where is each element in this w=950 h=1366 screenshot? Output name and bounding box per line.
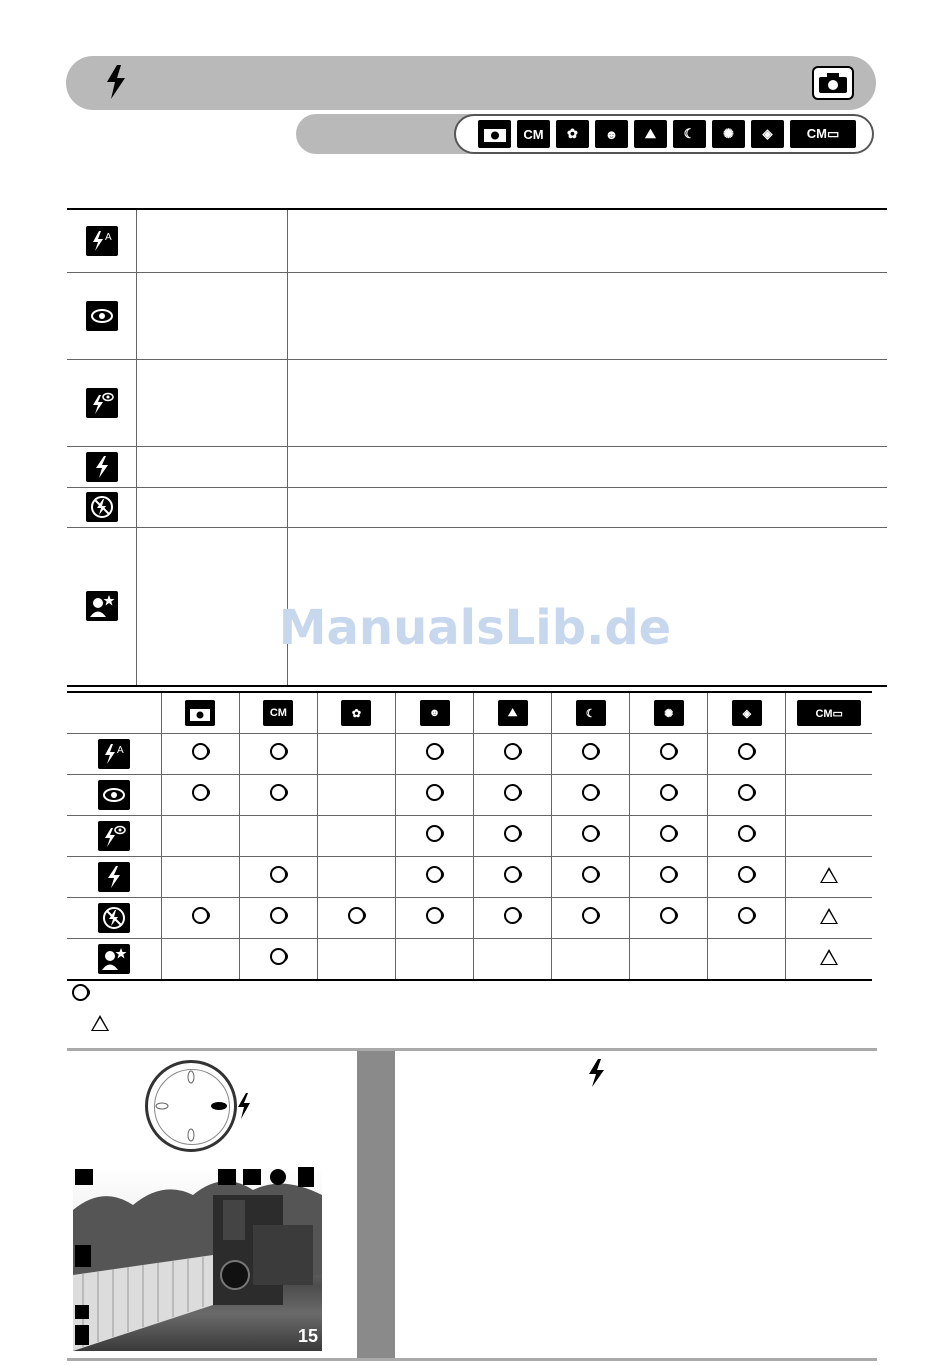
available-symbol	[504, 743, 521, 760]
control-dial	[145, 1060, 237, 1152]
flash-on-icon	[98, 862, 130, 892]
step-flash-icon	[586, 1058, 606, 1088]
landscape-icon: ⛰	[498, 700, 528, 726]
matrix-row	[67, 898, 872, 939]
available-symbol	[504, 784, 521, 801]
available-symbol	[738, 907, 755, 924]
matrix-row	[67, 816, 872, 857]
available-symbol	[582, 743, 599, 760]
available-symbol	[270, 743, 287, 760]
available-symbol	[192, 784, 209, 801]
section-divider-top	[67, 1048, 877, 1051]
matrix-header-row	[67, 692, 872, 734]
flash-off-icon	[86, 492, 118, 522]
flash-row-off	[67, 487, 887, 527]
fireworks-icon: ✺	[654, 700, 684, 726]
available-symbol	[504, 866, 521, 883]
flash-off-icon	[98, 903, 130, 933]
limited-symbol	[820, 908, 838, 924]
available-symbol	[426, 866, 443, 883]
available-symbol	[426, 743, 443, 760]
landscape-icon: ⛰	[634, 120, 667, 148]
red-eye-icon	[98, 780, 130, 810]
flash-icon	[104, 64, 128, 100]
available-symbol	[348, 907, 365, 924]
limited-symbol	[820, 867, 838, 883]
svg-text:A: A	[104, 231, 112, 243]
available-symbol	[426, 825, 443, 842]
slow-sync-icon	[98, 944, 130, 974]
night-scene-icon: ☾	[576, 700, 606, 726]
macro-icon: ✿	[341, 700, 371, 726]
available-symbol	[504, 825, 521, 842]
portrait-icon: ☻	[595, 120, 628, 148]
watermark: ManualsLib.de	[278, 600, 672, 656]
svg-text:A: A	[116, 745, 124, 756]
flash-row-auto-red-eye	[67, 359, 887, 446]
available-symbol	[270, 784, 287, 801]
section-divider-bottom	[67, 1358, 877, 1361]
auto-camera-icon	[185, 700, 215, 726]
matrix-row	[67, 775, 872, 816]
manual-icon: CM	[517, 120, 550, 148]
auto-flash-icon	[98, 739, 130, 769]
dial-markers	[148, 1063, 234, 1149]
matrix-row	[67, 857, 872, 898]
auto-red-eye-flash-icon	[86, 388, 118, 418]
legend-available-symbol	[72, 984, 89, 1001]
available-symbol	[192, 907, 209, 924]
flash-availability-matrix	[67, 691, 872, 981]
underwater-icon: ◈	[732, 700, 762, 726]
available-symbol	[426, 907, 443, 924]
camera-icon	[812, 66, 854, 100]
matrix-row	[67, 939, 872, 981]
shooting-mode-strip	[296, 114, 874, 154]
step-number-bar	[357, 1051, 395, 1358]
manual-stitch-icon: CM▭	[797, 700, 861, 726]
available-symbol	[270, 866, 287, 883]
fireworks-icon: ✺	[712, 120, 745, 148]
underwater-icon: ◈	[751, 120, 784, 148]
lcd-preview-photo	[73, 1165, 322, 1351]
portrait-icon: ☻	[420, 700, 450, 726]
auto-camera-icon	[478, 120, 511, 148]
flash-row-on	[67, 446, 887, 487]
legend-limited-symbol	[91, 1015, 109, 1031]
available-symbol	[504, 907, 521, 924]
available-symbol	[192, 743, 209, 760]
flash-on-icon	[86, 452, 118, 482]
red-eye-icon	[86, 301, 118, 331]
shots-remaining: 15	[297, 1326, 318, 1346]
limited-symbol	[820, 949, 838, 965]
dial-flash-icon	[236, 1092, 252, 1120]
available-symbol	[582, 825, 599, 842]
train-scene	[73, 1165, 322, 1351]
available-symbol	[582, 907, 599, 924]
manual-icon: CM	[263, 700, 293, 726]
flash-row-auto	[67, 209, 887, 272]
flash-row-red-eye	[67, 272, 887, 359]
matrix-row	[67, 734, 872, 775]
available-symbol	[582, 866, 599, 883]
auto-red-eye-flash-icon	[98, 821, 130, 851]
available-symbol	[660, 907, 677, 924]
available-symbol	[426, 784, 443, 801]
available-symbol	[270, 907, 287, 924]
available-symbol	[660, 825, 677, 842]
available-symbol	[738, 784, 755, 801]
manual-stitch-icon: CM▭	[790, 120, 856, 148]
night-scene-icon: ☾	[673, 120, 706, 148]
available-symbol	[738, 825, 755, 842]
macro-icon: ✿	[556, 120, 589, 148]
available-symbol	[270, 948, 287, 965]
available-symbol	[738, 866, 755, 883]
available-symbol	[660, 866, 677, 883]
auto-flash-icon	[86, 226, 118, 256]
section-header-bar	[66, 56, 876, 110]
available-symbol	[660, 784, 677, 801]
available-symbol	[582, 784, 599, 801]
available-symbol	[738, 743, 755, 760]
available-symbol	[660, 743, 677, 760]
